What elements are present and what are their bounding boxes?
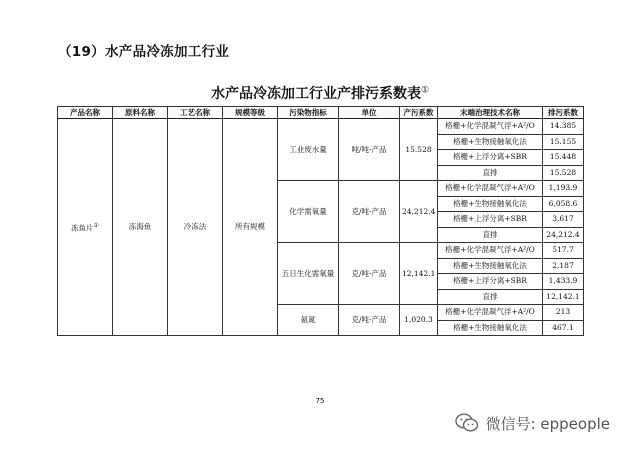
treatment-technology-cell: 格栅+生物接触氧化法 (438, 320, 543, 336)
treatment-technology-cell: 格栅+生物接触氧化法 (438, 134, 543, 150)
unit-cell: 克/吨-产品 (339, 243, 400, 305)
column-header: 排污系数 (543, 107, 584, 119)
discharge-coefficient-cell: 1,193.9 (543, 181, 584, 197)
discharge-coefficient-cell: 24,212.4 (543, 227, 584, 243)
discharge-coefficient-cell: 6,058.6 (543, 196, 584, 212)
treatment-technology-cell: 格栅+化学混凝气浮+A²/O (438, 181, 543, 197)
discharge-coefficient-cell: 15.155 (543, 134, 584, 150)
column-header: 单位 (339, 107, 400, 119)
unit-cell: 克/吨-产品 (339, 181, 400, 243)
treatment-technology-cell: 格栅+上浮分离+SBR (438, 212, 543, 228)
material-cell (113, 119, 168, 336)
table-title (0, 83, 640, 103)
table-header-row (58, 107, 584, 119)
discharge-coefficient-cell: 2,187 (543, 258, 584, 274)
treatment-technology-cell: 直排 (438, 227, 543, 243)
wechat-icon (455, 412, 479, 434)
discharge-coefficient-cell: 517.7 (543, 243, 584, 259)
column-header: 末端治理技术名称 (438, 107, 543, 119)
treatment-technology-cell: 格栅+化学混凝气浮+A²/O (438, 305, 543, 321)
column-header: 工艺名称 (168, 107, 223, 119)
scale-cell-text: 所有规模 (235, 222, 265, 231)
treatment-technology-cell: 格栅+上浮分离+SBR (438, 150, 543, 166)
process-cell (168, 119, 223, 336)
product-note: ① (93, 221, 99, 229)
page-number: 75 (315, 397, 325, 405)
generation-coefficient-cell: 15.528 (400, 119, 438, 181)
process-cell-text: 冷冻法 (183, 222, 207, 231)
discharge-coefficient-cell: 1,433.9 (543, 274, 584, 290)
discharge-coefficient-cell: 12,142.1 (543, 289, 584, 305)
treatment-technology-cell: 格栅+生物接触氧化法 (438, 196, 543, 212)
unit-cell: 克/吨-产品 (339, 305, 400, 336)
discharge-coefficient-cell: 15.528 (543, 165, 584, 181)
scale-cell (223, 119, 278, 336)
generation-coefficient-cell: 1,020.3 (400, 305, 438, 336)
emission-coefficient-table (57, 106, 584, 336)
treatment-technology-cell: 格栅+化学混凝气浮+A²/O (438, 243, 543, 259)
pollutant-cell: 化学需氧量 (278, 181, 339, 243)
column-header: 规模等级 (223, 107, 278, 119)
column-header: 产污系数 (400, 107, 438, 119)
pollutant-cell: 氨氮 (278, 305, 339, 336)
treatment-technology-cell: 格栅+化学混凝气浮+A²/O (438, 119, 543, 135)
table-title-note: ① (420, 85, 430, 96)
material-cell-text: 冻海鱼 (128, 222, 152, 231)
treatment-technology-cell: 直排 (438, 289, 543, 305)
section-heading: （19）水产品冷冻加工行业 (58, 44, 230, 60)
pollutant-cell: 工业废水量 (278, 119, 339, 181)
discharge-coefficient-cell: 14.385 (543, 119, 584, 135)
product-cell-text: 冻鱼片 (71, 223, 94, 233)
discharge-coefficient-cell: 3,617 (543, 212, 584, 228)
product-cell (58, 119, 113, 336)
discharge-coefficient-cell: 15.448 (543, 150, 584, 166)
column-header: 产品名称 (58, 107, 113, 119)
generation-coefficient-cell: 12,142.1 (400, 243, 438, 305)
pollutant-cell: 五日生化需氧量 (278, 243, 339, 305)
discharge-coefficient-cell: 213 (543, 305, 584, 321)
watermark (455, 412, 610, 434)
treatment-technology-cell: 直排 (438, 165, 543, 181)
treatment-technology-cell: 格栅+生物接触氧化法 (438, 258, 543, 274)
table-title-text: 水产品冷冻加工行业产排污系数表 (210, 86, 421, 102)
table-row (58, 119, 584, 135)
column-header: 原料名称 (113, 107, 168, 119)
unit-cell: 吨/吨-产品 (339, 119, 400, 181)
generation-coefficient-cell: 24,212.4 (400, 181, 438, 243)
treatment-technology-cell: 格栅+上浮分离+SBR (438, 274, 543, 290)
discharge-coefficient-cell: 467.1 (543, 320, 584, 336)
column-header: 污染物指标 (278, 107, 339, 119)
watermark-text: 微信号: eppeople (485, 414, 610, 433)
